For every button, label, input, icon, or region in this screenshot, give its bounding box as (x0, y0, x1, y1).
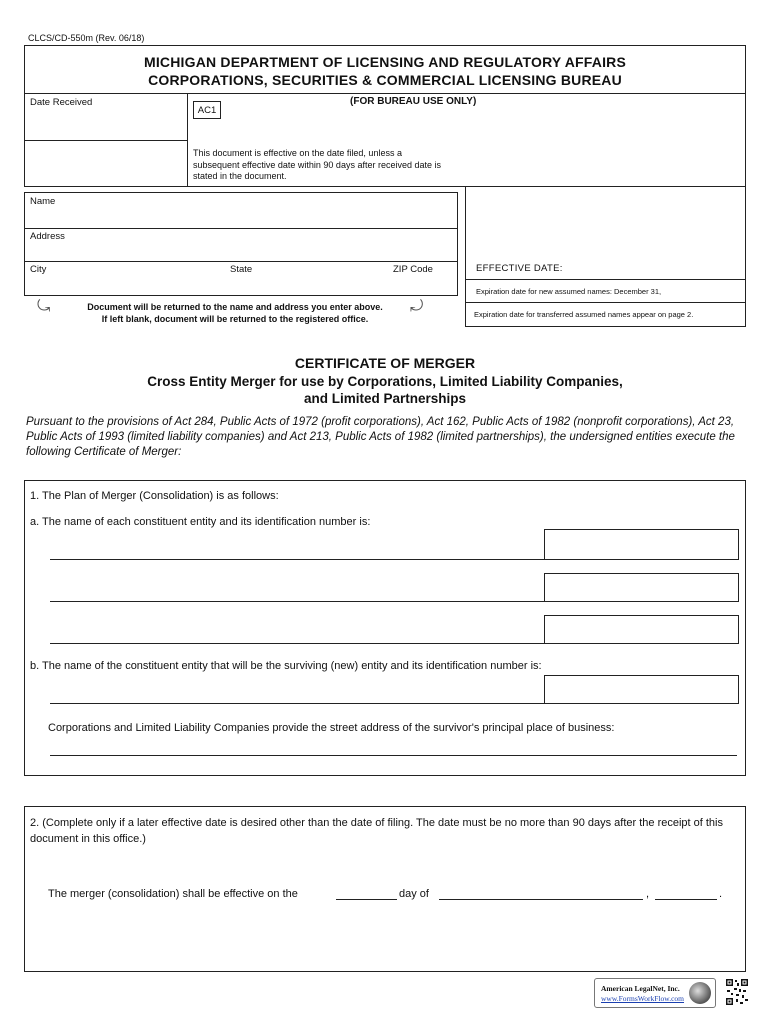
divider (24, 228, 458, 229)
name-field[interactable] (28, 208, 448, 226)
zip-field[interactable] (390, 276, 452, 293)
form-id: CLCS/CD-550m (Rev. 06/18) (28, 33, 145, 43)
date-received-label: Date Received (30, 97, 93, 108)
divider (745, 186, 746, 327)
section-2-text: 2. (Complete only if a later effective date is desired other than the date of filing. The date must be no more than 90 days after the receipt of this document in this office.) (30, 817, 723, 845)
transferred-names-expiration: Expiration date for transferred assumed names appear on page 2. (474, 310, 694, 319)
survivor-name-line[interactable] (50, 703, 544, 704)
bureau-name: CORPORATIONS, SECURITIES & COMMERCIAL LICENSING BUREAU (148, 72, 622, 88)
address-label: Address (30, 231, 65, 242)
return-note-line2: If left blank, document will be returned to the registered office. (101, 313, 369, 324)
city-field[interactable] (28, 276, 218, 293)
survivor-id-box[interactable] (544, 675, 739, 704)
curved-arrow-left-icon: ⤿ (37, 298, 51, 315)
effective-month-line[interactable] (439, 899, 643, 900)
agency-name: MICHIGAN DEPARTMENT OF LICENSING AND REGULATORY AFFAIRS (143, 54, 627, 70)
section-1-heading: 1. The Plan of Merger (Consolidation) is as follows: (30, 490, 279, 502)
return-note-line1: Document will be returned to the name and address you enter above. (87, 302, 383, 312)
divider (24, 261, 458, 262)
divider (465, 302, 746, 303)
comma: , (646, 888, 650, 900)
certificate-subtitle-line1: Cross Entity Merger for use by Corporations, Limited Liability Companies, (147, 374, 623, 389)
legalnet-url[interactable]: www.FormsWorkFlow.com (601, 994, 685, 1003)
bureau-use-label: (FOR BUREAU USE ONLY) (350, 96, 477, 107)
zip-label: ZIP Code (393, 264, 433, 275)
survivor-address-line[interactable] (50, 755, 737, 756)
effective-date-label: EFFECTIVE DATE: (476, 263, 563, 274)
divider (24, 140, 188, 141)
address-field[interactable] (28, 242, 448, 259)
new-names-expiration: Expiration date for new assumed names: December 31, (476, 287, 662, 296)
preamble: Pursuant to the provisions of Act 284, Public Acts of 1972 (profit corporations), Act 162, Public Acts of 1982 (nonprofit corporations), Act 23, Public Acts of 1993 (limited liability companies) and Act 213, Public Acts of 1982 (limited partnerships), the undersigned entities execute the following Certificate of Merger: (26, 416, 735, 458)
entity-id-box-2[interactable] (544, 573, 739, 602)
agency-header (24, 45, 746, 94)
globe-icon (689, 982, 711, 1004)
certificate-title: CERTIFICATE OF MERGER (294, 355, 476, 371)
return-note (60, 302, 410, 325)
divider (465, 186, 466, 327)
divider (465, 326, 746, 327)
section-1b-label: b. The name of the constituent entity that will be the surviving (new) entity and its identification number is: (30, 660, 542, 672)
section-1a-label: a. The name of each constituent entity and its identification number is: (30, 516, 371, 528)
period: . (719, 888, 723, 900)
survivor-address-label: Corporations and Limited Liability Companies provide the street address of the survivor's principal place of business: (48, 722, 615, 734)
ac-code-box: AC1 (193, 101, 221, 119)
certificate-subtitle-line2: and Limited Partnerships (303, 391, 467, 406)
effective-note: This document is effective on the date filed, unless a subsequent effective date within 90 days after received date is stated in the document. (193, 148, 441, 181)
legalnet-badge (594, 978, 716, 1008)
entity-name-line-3[interactable] (50, 643, 544, 644)
entity-name-line-2[interactable] (50, 601, 544, 602)
effective-year-line[interactable] (655, 899, 717, 900)
legalnet-company: American LegalNet, Inc. (601, 984, 680, 993)
city-label: City (30, 264, 47, 275)
name-label: Name (30, 196, 56, 207)
curved-arrow-right-icon: ⤾ (410, 298, 424, 315)
effective-day-line[interactable] (336, 899, 397, 900)
entity-id-box-1[interactable] (544, 529, 739, 560)
state-label: State (230, 264, 253, 275)
entity-id-box-3[interactable] (544, 615, 739, 644)
entity-name-line-1[interactable] (50, 559, 544, 560)
divider (465, 279, 746, 280)
state-field[interactable] (228, 276, 378, 293)
day-of-label: day of (399, 888, 429, 900)
effective-prefix: The merger (consolidation) shall be effective on the (48, 888, 298, 900)
qr-code-icon (725, 978, 749, 1006)
